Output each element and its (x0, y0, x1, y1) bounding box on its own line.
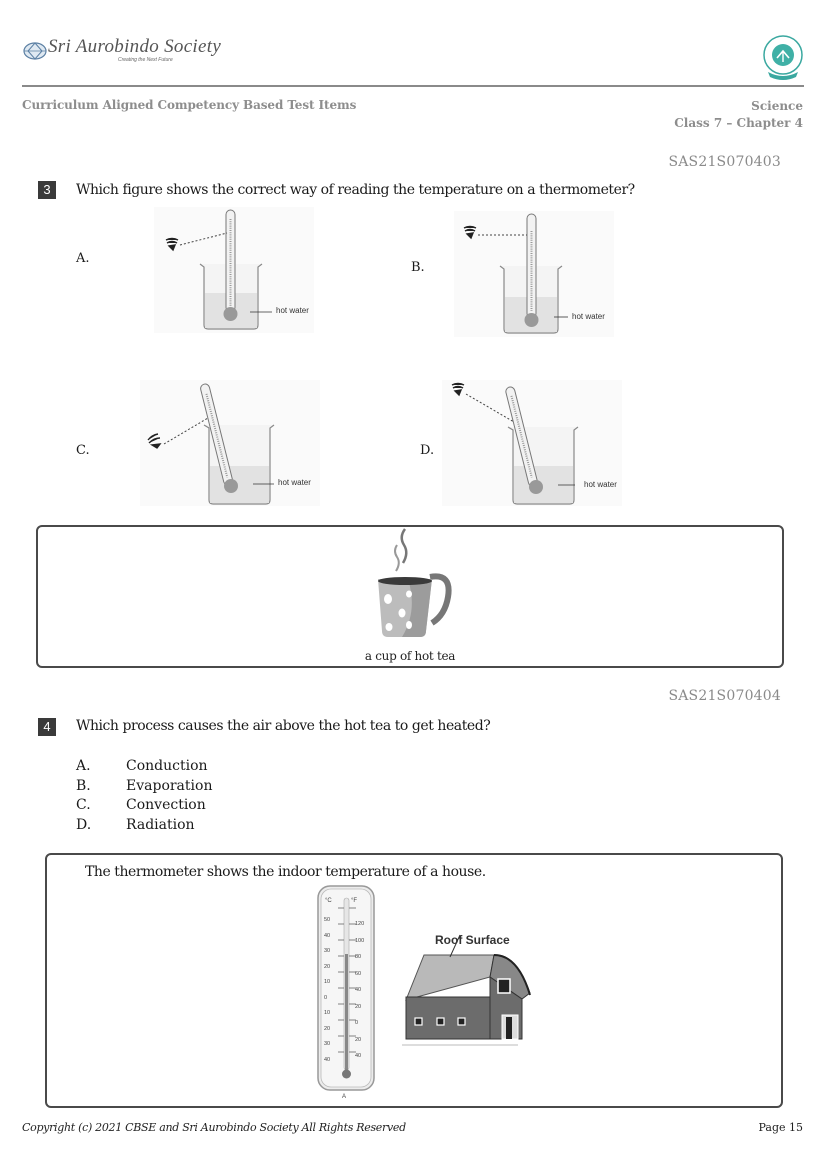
figure-option-a[interactable] (154, 207, 314, 333)
hot-tea-mug-image (372, 527, 452, 639)
answer-options-list (76, 757, 376, 835)
item-code: SAS21S070404 (668, 688, 781, 704)
figure-option-c[interactable] (140, 380, 320, 506)
option-label-a[interactable]: A. (76, 251, 90, 266)
header-divider (22, 85, 804, 87)
figure-option-b[interactable] (454, 211, 614, 337)
page-number: Page 15 (758, 1121, 803, 1134)
fahrenheit-scale: 120 100 80 60 40 20 0 20 40 (355, 921, 365, 1059)
subject: Science (751, 99, 803, 113)
option-label-d[interactable]: D. (420, 443, 435, 458)
question-text: Which figure shows the correct way of reading the temperature on a thermometer? (76, 182, 635, 198)
option-text: Evaporation (126, 777, 213, 794)
unit-celsius: °C (325, 898, 332, 904)
annotation-hot-water: hot water (584, 480, 617, 489)
cbse-logo (760, 34, 806, 82)
question-text: Which process causes the air above the hot tea to get heated? (76, 718, 491, 734)
item-code: SAS21S070403 (668, 154, 781, 170)
eye-icon (148, 434, 160, 448)
question-number: 3 (38, 181, 56, 199)
option-label-c[interactable]: C. (76, 443, 90, 458)
org-logo-tagline: Creating the Next Future (118, 57, 173, 63)
option-b[interactable]: B. Evaporation (76, 777, 213, 794)
option-a[interactable]: A. Conduction (76, 758, 208, 774)
stimulus-caption: a cup of hot tea (364, 649, 456, 663)
option-c[interactable]: C. Convection (76, 797, 206, 813)
figure-option-d[interactable] (442, 380, 622, 506)
option-text: Convection (126, 797, 206, 813)
eye-icon (452, 384, 464, 396)
wall-thermometer-image (312, 884, 384, 1104)
celsius-scale: 50 40 30 20 10 0 10 20 30 40 (324, 917, 331, 1063)
annotation-hot-water: hot water (278, 478, 311, 487)
house-image (398, 925, 538, 1050)
option-text: Radiation (126, 816, 195, 833)
question-number: 4 (38, 718, 56, 736)
class-chapter: Class 7 – Chapter 4 (674, 116, 803, 130)
annotation-hot-water: hot water (276, 306, 309, 315)
thermometer-label: A (342, 1094, 347, 1100)
stimulus-text: The thermometer shows the indoor temperature of a house. (85, 864, 486, 880)
annotation-hot-water: hot water (572, 312, 605, 321)
option-d[interactable]: D. Radiation (76, 816, 195, 833)
globe-icon (22, 40, 48, 62)
org-logo-text: Sri Aurobindo Society (48, 36, 222, 57)
unit-fahrenheit: °F (351, 898, 358, 904)
roof-surface-label: Roof Surface (435, 933, 510, 947)
option-text: Conduction (126, 758, 208, 774)
copyright: Copyright (c) 2021 CBSE and Sri Aurobindo Society All Rights Reserved (22, 1121, 406, 1134)
document-title: Curriculum Aligned Competency Based Test Items (22, 98, 357, 112)
subject-chapter (674, 98, 803, 132)
eye-icon (464, 227, 476, 239)
option-label-b[interactable]: B. (411, 260, 425, 275)
eye-icon (166, 239, 178, 251)
